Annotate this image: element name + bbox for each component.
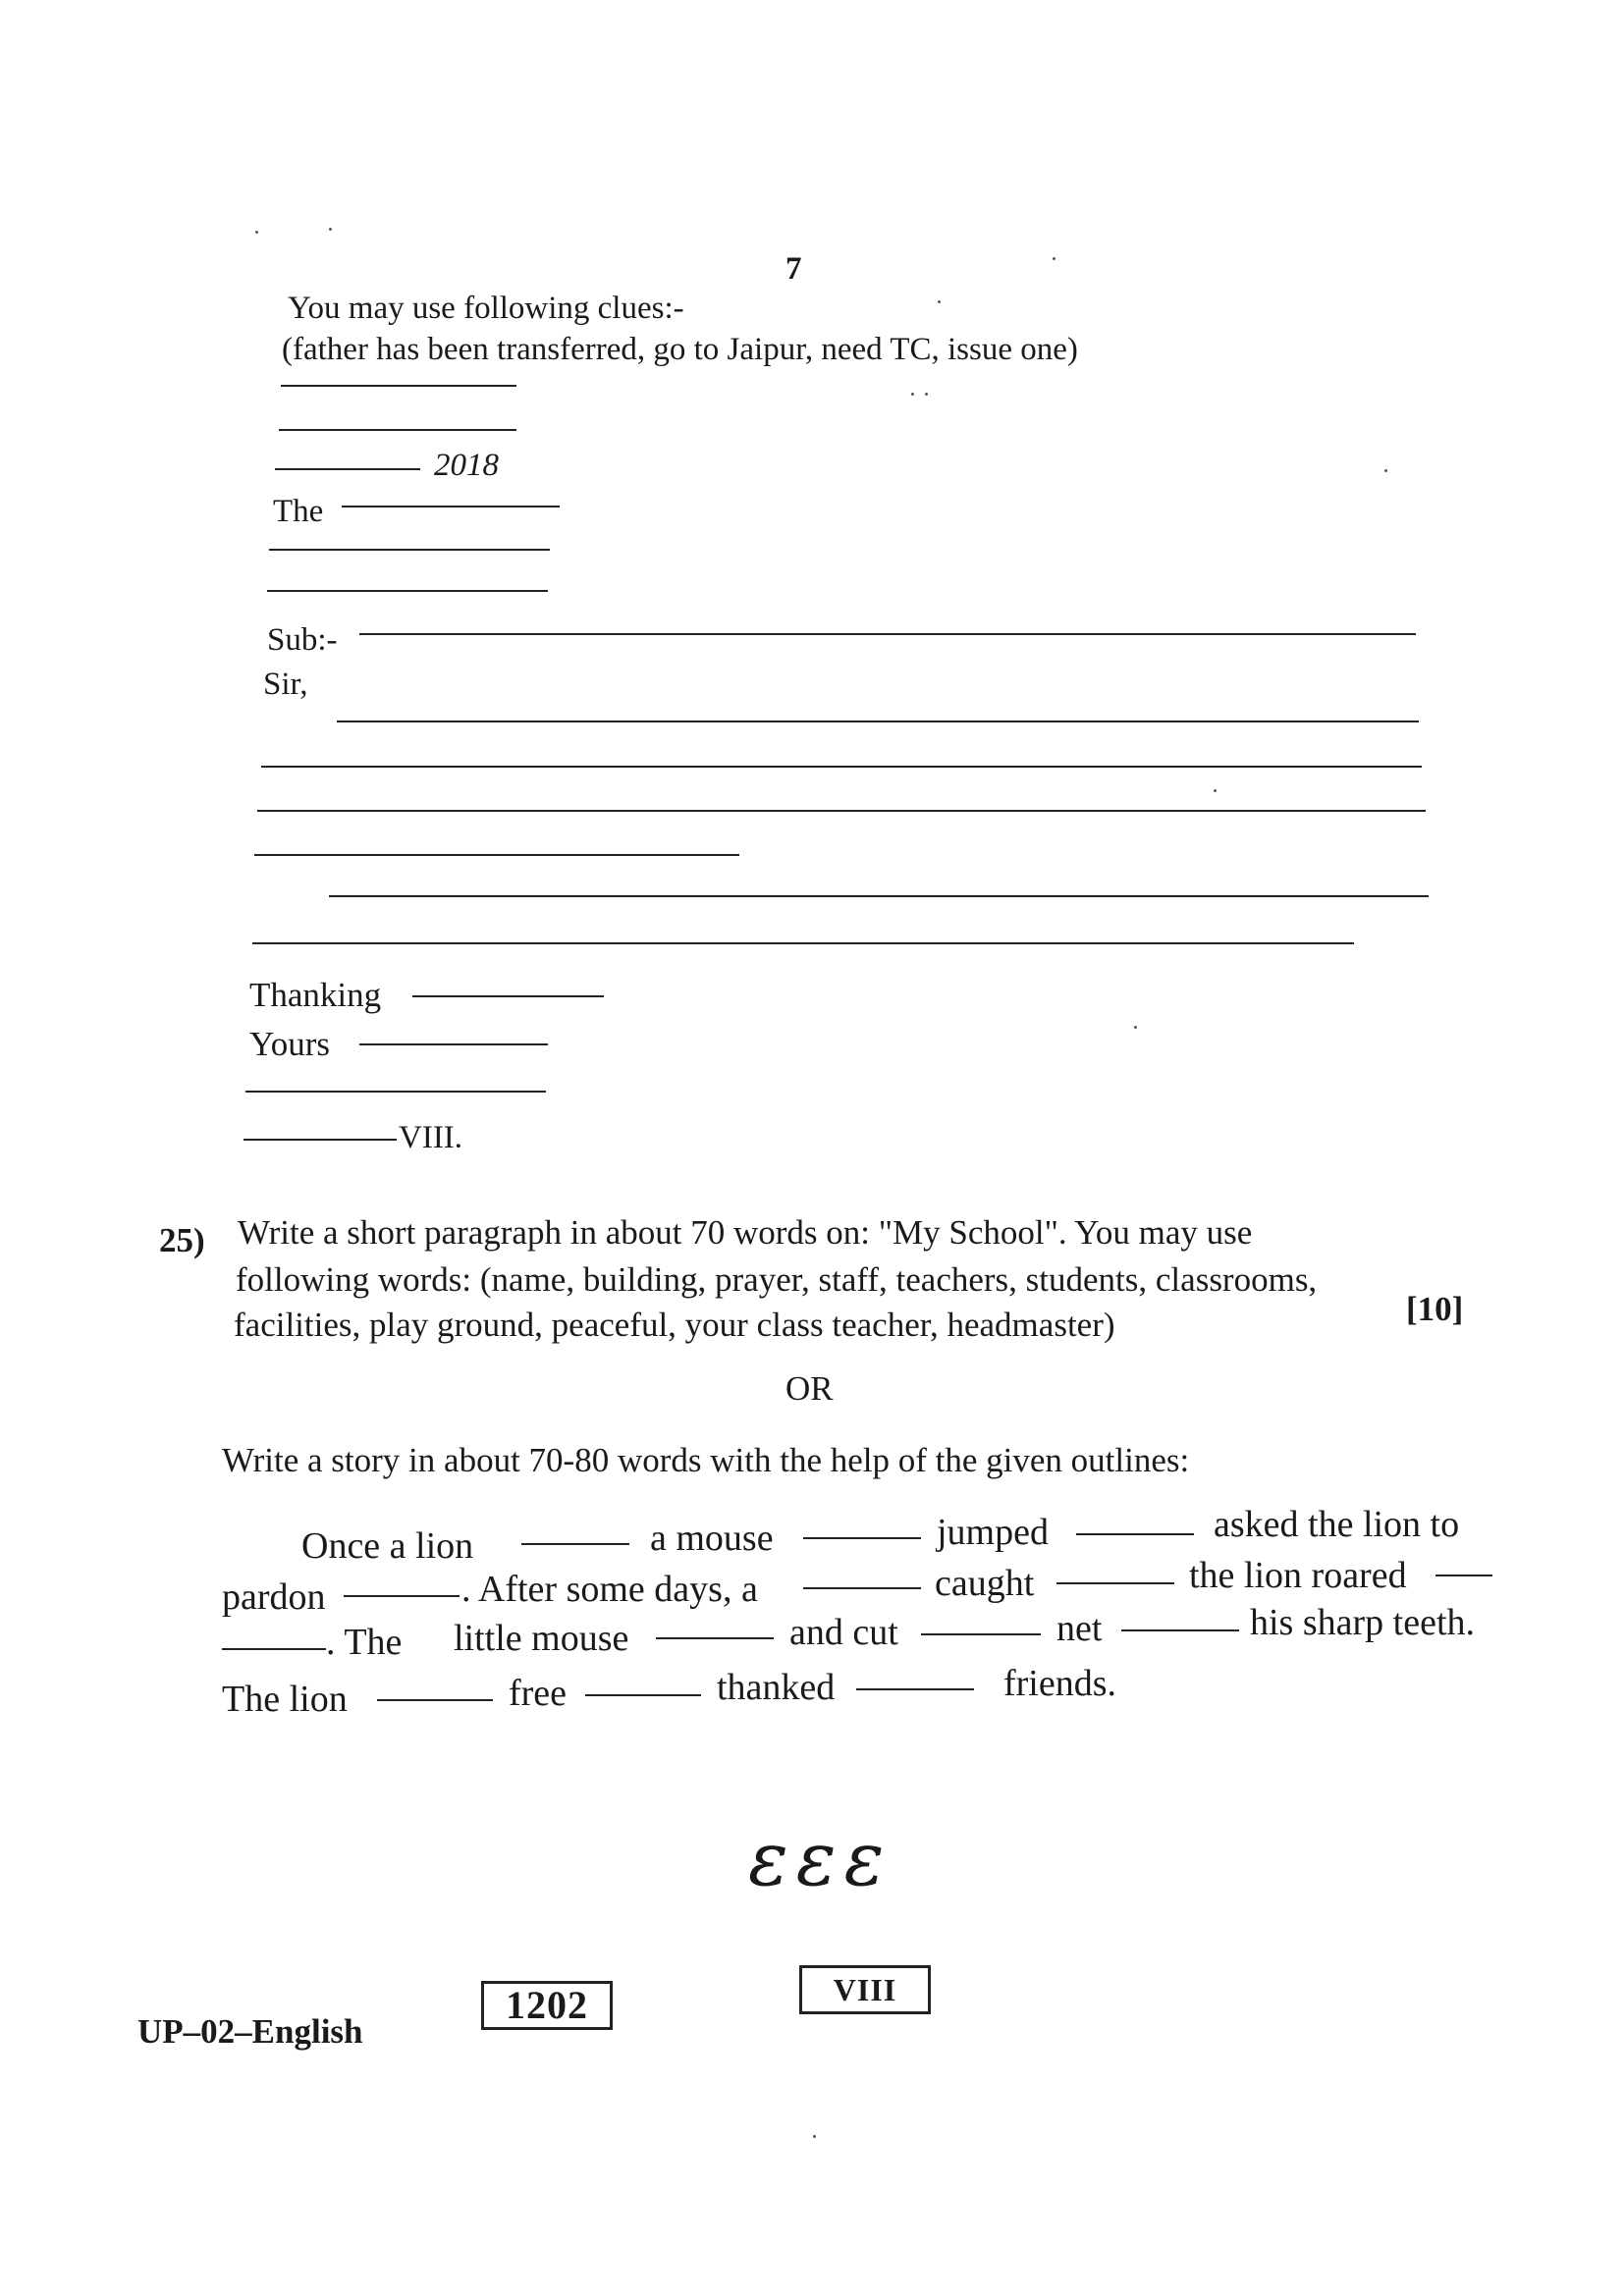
story-prompt: Write a story in about 70-80 words with the help of the given outlines: [222,1441,1190,1479]
scan-speck [911,393,914,396]
class-blank [244,1139,397,1141]
clues-text: (father has been transferred, go to Jaipur, need TC, issue one) [282,332,1078,367]
story-fragment: The lion [222,1679,348,1720]
story-fragment: pardon [222,1576,326,1618]
class-suffix: VIII. [399,1120,463,1155]
clues-heading: You may use following clues:- [288,291,684,326]
story-blank [222,1648,326,1650]
body-blank [261,766,1422,768]
question-text-line: following words: (name, building, prayer, staff, teachers, students, classrooms, [236,1260,1318,1299]
date-blank [275,468,420,470]
story-fragment: and cut [789,1612,898,1653]
scan-speck [1214,789,1217,792]
story-blank [921,1633,1041,1635]
code-box: 1202 [481,1981,613,2030]
name-blank [245,1091,546,1093]
scan-speck [329,228,332,231]
story-blank [1056,1582,1174,1584]
recipient-address-blank [269,549,550,551]
question-number: 25) [159,1221,205,1259]
body-blank [329,895,1429,897]
recipient-address-blank [267,590,548,592]
story-blank [344,1595,460,1597]
closing-yours-blank [359,1043,548,1045]
body-blank [252,942,1354,944]
letter-year: 2018 [434,448,499,483]
story-blank [856,1688,974,1690]
class-box: VIII [799,1965,931,2014]
story-fragment: thanked [717,1667,836,1708]
recipient-label: The [273,494,324,529]
scan-speck [1053,257,1056,260]
body-blank [257,810,1426,812]
closing-thanks-blank [412,995,604,997]
paper-code: UP–02–English [137,2012,363,2051]
closing-yours: Yours [249,1025,331,1063]
story-fragment: little mouse [454,1618,629,1659]
story-fragment: jumped [937,1512,1049,1553]
story-blank [585,1694,701,1696]
story-fragment: free [509,1673,568,1714]
question-marks: [10] [1406,1290,1464,1328]
story-blank [521,1543,629,1545]
scan-speck [938,300,941,303]
story-fragment: Once a lion [301,1525,474,1567]
salutation: Sir, [263,667,308,702]
closing-thanks: Thanking [249,976,382,1014]
question-text-line: facilities, play ground, peaceful, your class teacher, headmaster) [234,1306,1115,1344]
or-separator: OR [785,1369,834,1408]
story-fragment: a mouse [650,1518,774,1559]
scan-speck [925,393,928,396]
page-number: 7 [785,251,802,287]
scan-speck [813,2135,816,2138]
story-fragment: friends. [1003,1663,1117,1704]
scan-speck [255,231,258,234]
story-blank [803,1537,921,1539]
scan-speck [1134,1026,1137,1029]
story-blank [656,1637,774,1639]
address-blank [279,429,516,431]
address-blank [281,385,516,387]
story-blank [1076,1533,1194,1535]
story-blank [1121,1629,1239,1631]
end-mark: εεε [748,1815,893,1902]
question-text-line: Write a short paragraph in about 70 words on: "My School". You may use [238,1213,1253,1252]
story-fragment: net [1056,1608,1103,1649]
subject-blank [359,633,1416,635]
story-blank [1435,1575,1492,1576]
body-blank [254,854,739,856]
scan-speck [1384,469,1387,472]
story-fragment: the lion roared [1189,1555,1407,1596]
story-blank [803,1587,921,1589]
story-blank [377,1699,493,1701]
story-fragment: his sharp teeth. [1250,1602,1476,1643]
story-fragment: asked the lion to [1214,1504,1460,1545]
subject-label: Sub:- [267,622,338,658]
story-fragment: caught [935,1563,1035,1604]
story-fragment: . After some days, a [461,1569,758,1610]
recipient-blank [342,506,560,507]
story-fragment: . The [326,1622,403,1663]
body-blank [337,721,1419,722]
